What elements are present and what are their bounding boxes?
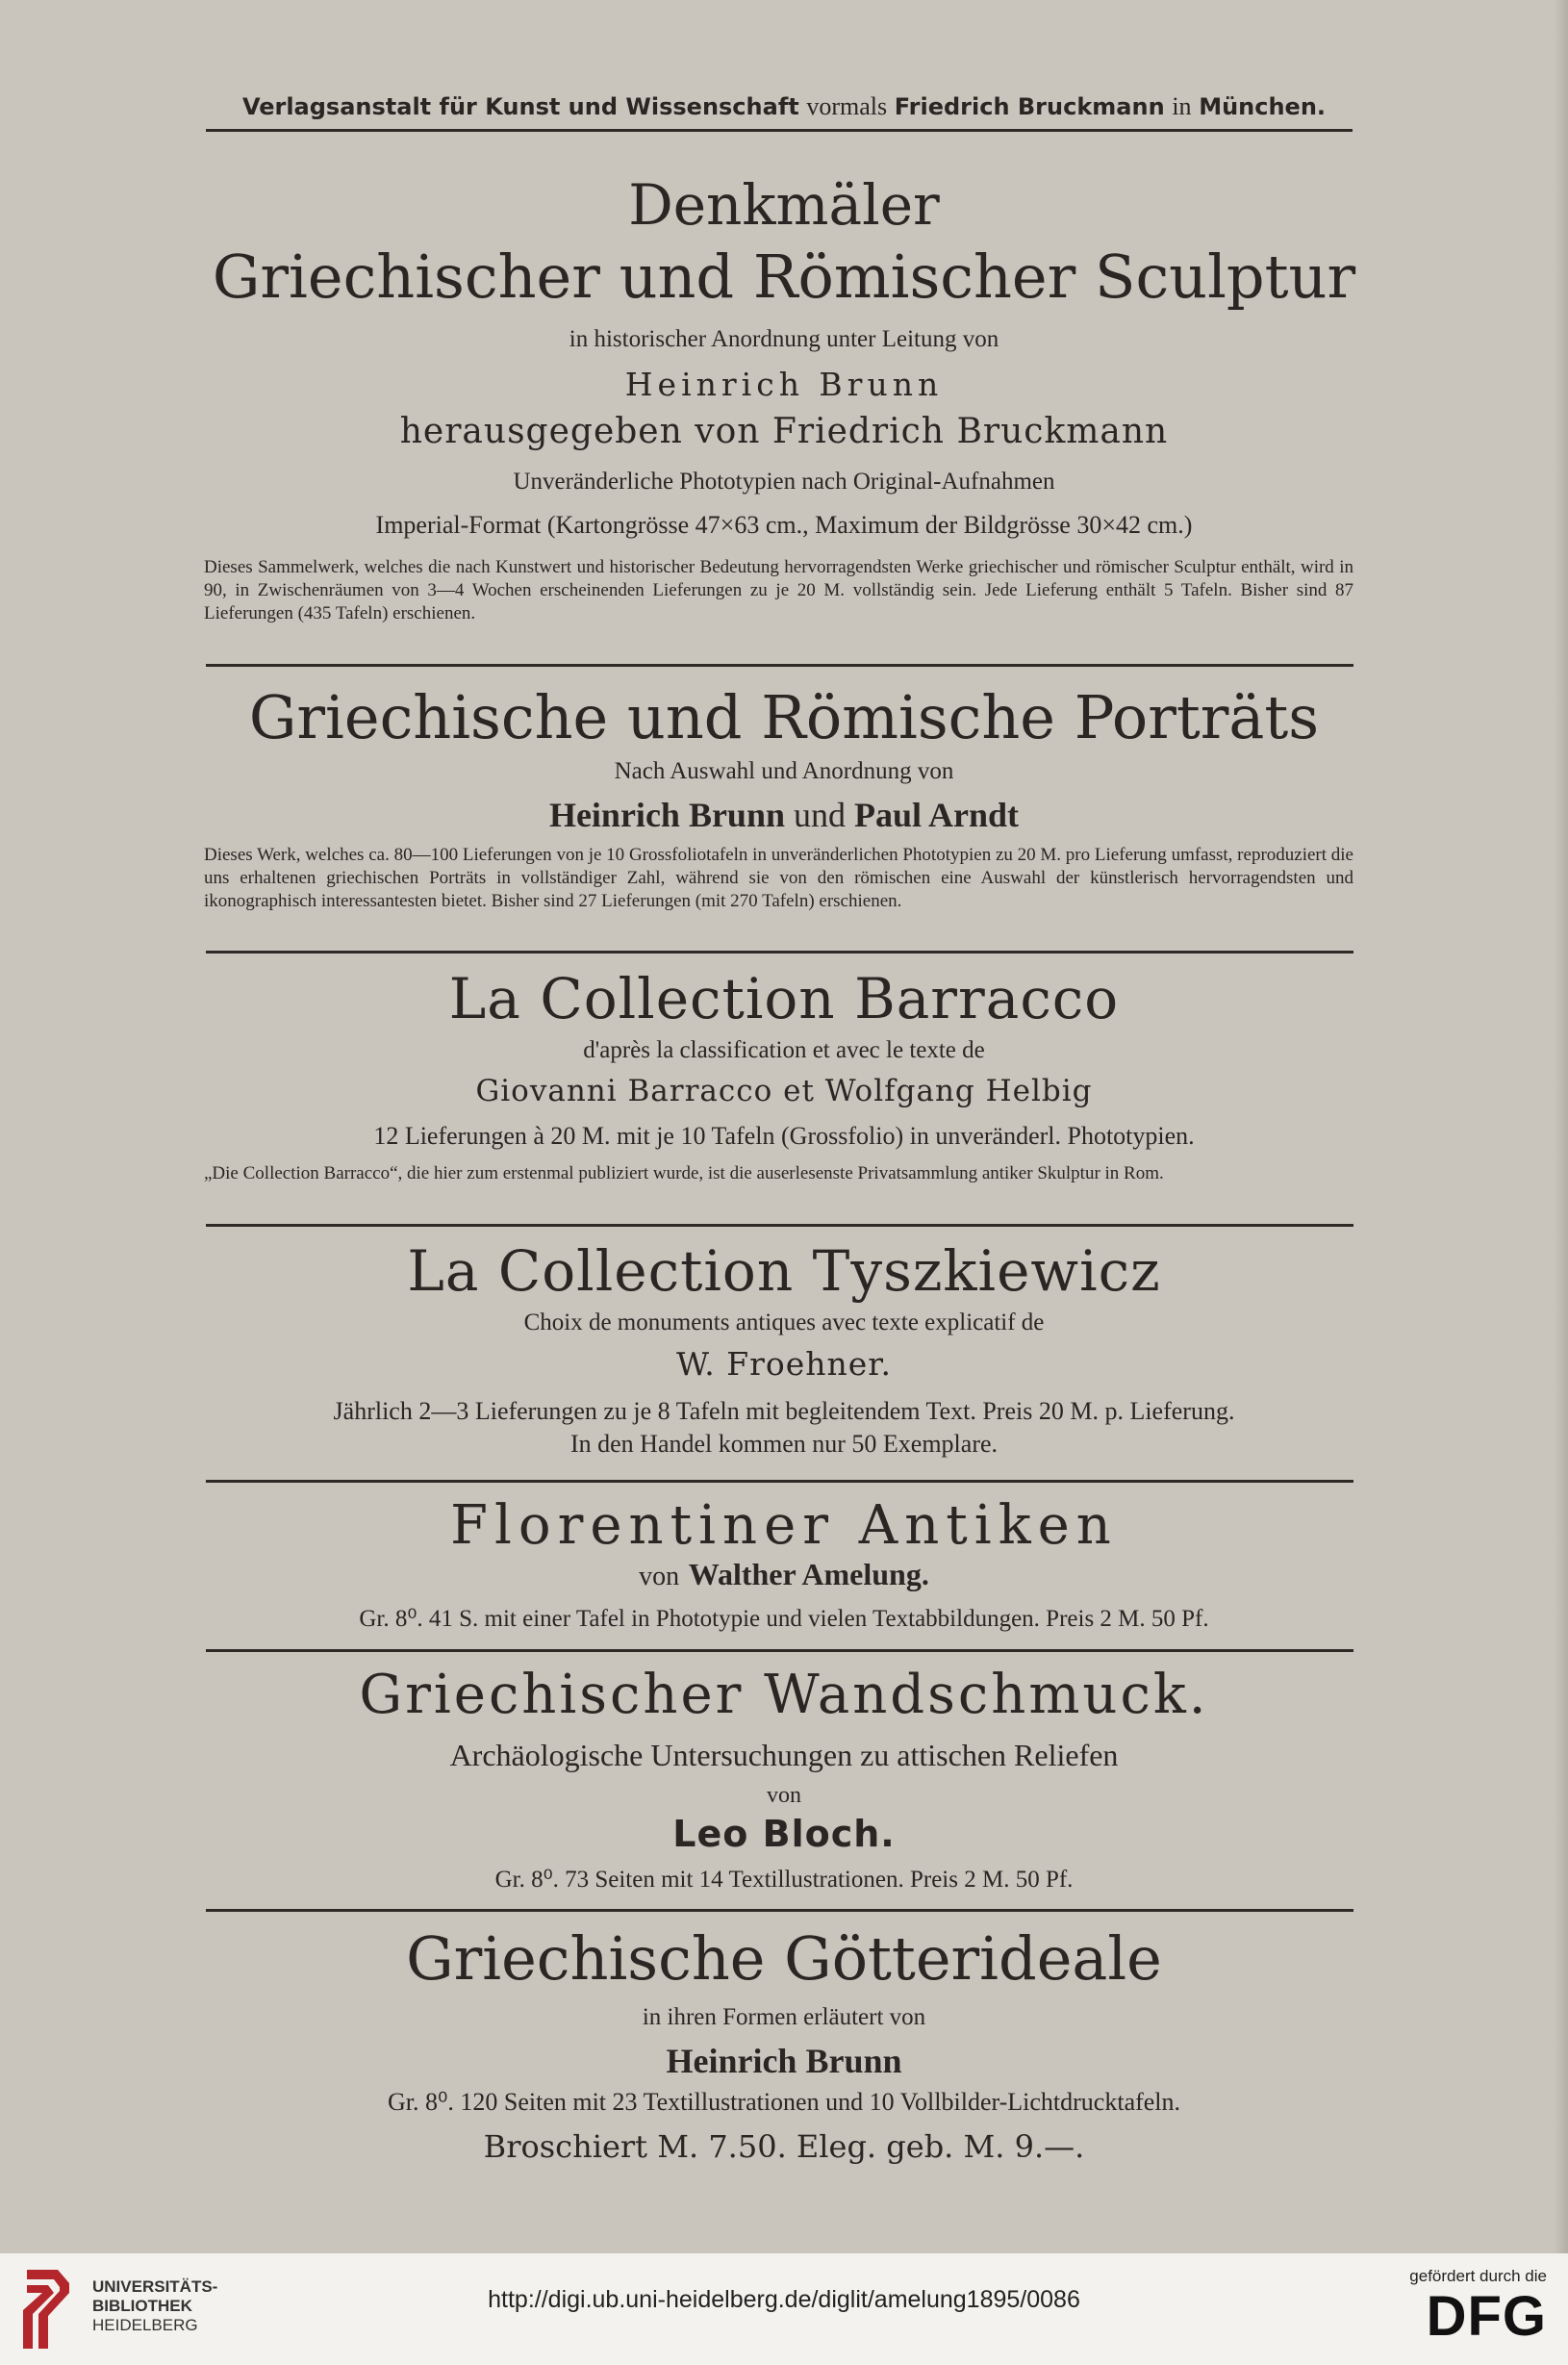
publisher-in: in	[1172, 92, 1192, 120]
ad4-details2: In den Handel kommen nur 50 Exemplare.	[569, 1430, 999, 1458]
ad1-body: Dieses Sammelwerk, welches die nach Kunstwert und historischer Bedeutung hervorragendsten Werke griechischer und römischer Sculptur enthält, wird in 90, in Zwischenräumen von 3—4 Wochen erscheinenden Lieferungen zu je 20 M. vollständig sein. Jede Lieferung enthält 5 Tafeln. Bisher sind 87 Lieferungen (435 Tafeln) erschienen.	[204, 557, 1353, 623]
publisher-vormals: vormals	[806, 92, 888, 120]
ad3-subtitle: d'après la classification et avec le texte de	[583, 1037, 985, 1063]
library-line3: HEIDELBERG	[92, 2316, 198, 2334]
header-rule	[206, 129, 1353, 132]
ad3-authors: Giovanni Barracco et Wolfgang Helbig	[475, 1074, 1093, 1108]
ad7-author: Heinrich Brunn	[666, 2042, 902, 2080]
ad1-editor: Heinrich Brunn	[624, 366, 944, 403]
ad2-author-conj: und	[794, 796, 846, 834]
divider-2	[206, 951, 1353, 954]
ad4-title: La Collection Tyszkiewicz	[407, 1238, 1161, 1304]
library-line2: BIBLIOTHEK	[92, 2297, 192, 2315]
ad5-author: Walther Amelung.	[688, 1557, 929, 1591]
ad3-details: 12 Lieferungen à 20 M. mit je 10 Tafeln (Grossfolio) in unveränderl. Phototypien.	[373, 1122, 1195, 1150]
dfg-logo: DFG	[1426, 2285, 1547, 2348]
divider-1	[206, 664, 1353, 667]
ad5-details: Gr. 8⁰. 41 S. mit einer Tafel in Phototypie und vielen Textabbildungen. Preis 2 M. 50 Pf.	[359, 1606, 1209, 1632]
ad1-publisher: herausgegeben von Friedrich Bruckmann	[399, 412, 1169, 451]
ad6-title: Griechischer Wandschmuck.	[359, 1664, 1209, 1726]
ad6-author: Leo Bloch.	[672, 1813, 896, 1855]
funding-label: gefördert durch die	[1409, 2267, 1547, 2285]
ad5-title: Florentiner Antiken	[450, 1494, 1118, 1557]
ad2-author2: Paul Arndt	[854, 796, 1020, 834]
ad7-subtitle: in ihren Formen erläutert von	[642, 2004, 926, 2030]
ad1-format-note: Unveränderliche Phototypien nach Original-Aufnahmen	[513, 469, 1055, 495]
ad6-details: Gr. 8⁰. 73 Seiten mit 14 Textillustrationen. Preis 2 M. 50 Pf.	[494, 1867, 1074, 1893]
publisher-name: Verlagsanstalt für Kunst und Wissenschaft	[241, 93, 799, 120]
ad1-title-line1: Denkmäler	[628, 172, 940, 238]
source-url[interactable]: http://digi.ub.uni-heidelberg.de/diglit/amelung1895/0086	[488, 2286, 1080, 2313]
ad4-author: W. Froehner.	[676, 1345, 892, 1383]
ad2-authors	[0, 795, 1568, 835]
publisher-header	[0, 92, 1568, 121]
ad3-body: „Die Collection Barracco“, die hier zum erstenmal publiziert wurde, ist die auserlesenste Privatsammlung antiker Skulptur in Rom.	[204, 1163, 1164, 1183]
ad4-subtitle: Choix de monuments antiques avec texte explicatif de	[523, 1310, 1045, 1335]
ad1-title-line2: Griechischer und Römischer Sculptur	[212, 242, 1356, 312]
ad3-title: La Collection Barracco	[448, 966, 1120, 1031]
ad7-details: Gr. 8⁰. 120 Seiten mit 23 Textillustrationen und 10 Vollbilder-Lichtdrucktafeln.	[387, 2088, 1181, 2116]
ad6-subtitle: Archäologische Untersuchungen zu attischen Reliefen	[449, 1738, 1119, 1772]
ad1-subtitle: in historischer Anordnung unter Leitung von	[569, 326, 999, 352]
ad2-subtitle: Nach Auswahl und Anordnung von	[614, 758, 954, 784]
divider-6	[206, 1909, 1353, 1912]
ad2-title: Griechische und Römische Porträts	[248, 682, 1320, 752]
publisher-bruckmann: Friedrich Bruckmann	[894, 93, 1165, 120]
ad2-body: Dieses Werk, welches ca. 80—100 Lieferungen von je 10 Grossfoliotafeln in unveränderlichen Phototypien zu 20 M. pro Lieferung umfasst, reproduziert die uns erhaltenen griechischen Porträts in vollständiger Zahl, während sie von den römischen eine Auswahl der künstlerisch hervorragendsten und ikonographisch interessantesten bietet. Bisher sind 27 Lieferungen (mit 270 Tafeln) erschienen.	[204, 845, 1353, 911]
ad4-details: Jährlich 2—3 Lieferungen zu je 8 Tafeln mit begleitendem Text. Preis 20 M. p. Lieferung.	[333, 1397, 1235, 1425]
ad7-price: Broschiert M. 7.50. Eleg. geb. M. 9.—.	[483, 2128, 1085, 2165]
ad5-byline	[0, 1557, 1568, 1592]
divider-3	[206, 1224, 1353, 1227]
ad1-dimensions: Imperial-Format (Kartongrösse 47×63 cm., Maximum der Bildgrösse 30×42 cm.)	[375, 511, 1193, 539]
divider-4	[206, 1480, 1353, 1483]
ad2-author1: Heinrich Brunn	[548, 796, 785, 834]
ad5-by: von	[639, 1562, 680, 1591]
publisher-city: München.	[1199, 93, 1327, 120]
ad6-by: von	[767, 1783, 801, 1808]
divider-5	[206, 1649, 1353, 1652]
ad7-title: Griechische Götterideale	[406, 1923, 1162, 1994]
library-line1: UNIVERSITÄTS-	[92, 2277, 218, 2296]
